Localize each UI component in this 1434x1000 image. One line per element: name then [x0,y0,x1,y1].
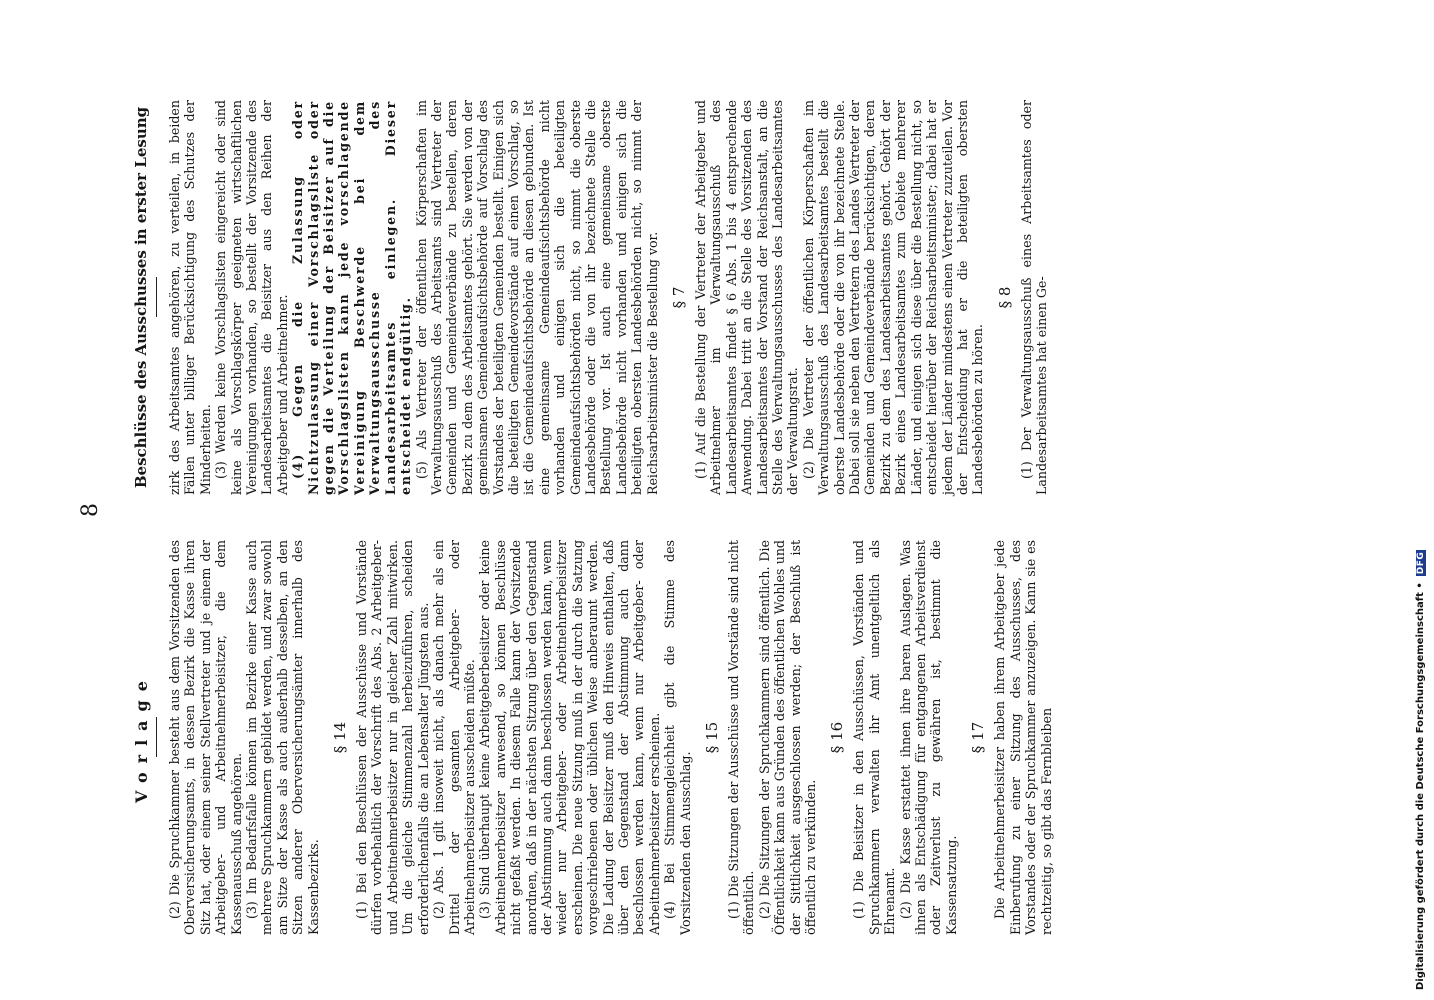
section-title-15: § 15 [703,721,721,754]
paragraph: (1) Bei den Beschlüssen der Ausschüsse und Vorstände dürfen vorbehaltlich der Vorschrift des Abs. 2 Arbeitgeber- und Arbeitnehmerbeisitzer nur in gleicher Zahl mitwirken. Um die gleiche Stimmenzahl herbeizuführen, scheiden erforderlichenfalls die an Lebensalter Jüngsten aus. [354,540,431,935]
paragraph: (4) Bei Stimmengleichheit gibt die Stimme des Vorsitzenden den Ausschlag. [662,540,693,935]
funding-note [1415,550,1426,990]
paragraph: (1) Auf die Bestellung der Vertreter der Arbeitgeber und Arbeitnehmer im Verwaltungsausschuß des Landesarbeitsamtes findet § 6 Abs. 1 bis 4 entsprechende Anwendung. Dabei tritt an die Stelle des Vorsitzenden des Landesarbeitsamtes der Vorstand der Reichsanstalt, an die Stelle des Verwaltungsausschusses des Landesarbeitsamtes der Verwaltungsrat. [693,100,801,495]
dfg-logo: DFG [1416,551,1426,575]
paragraph: (3) Sind überhaupt keine Arbeitgeberbeisitzer oder keine Arbeitnehmerbeisitzer anwesend, so können Beschlüsse nicht gefaßt werden. In diesem Falle kann der Vorsitzende anordnen, daß in der nächsten Sitzung über den Gegenstand der Abstimmung auch dann beschlossen werden kann, wenn wieder nur Arbeitgeber- oder Arbeitnehmerbeisitzer erscheinen. Die neue Sitzung muß in der durch die Satzung vorgeschriebenen oder üblichen Weise anberaumt werden. Die Ladung der Beisitzer muß den Hinweis enthalten, daß über den Gegenstand der Abstimmung auch dann beschlossen werden kann, wenn nur Arbeitgeber- oder Arbeitnehmerbeisitzer erscheinen. [477,540,662,935]
column-heading-beschluesse: Beschlüsse des Ausschusses in erster Lesung [132,106,150,489]
section-title-14: § 14 [331,721,350,754]
paragraph: (5) Als Vertreter der öffentlichen Körperschaften im Verwaltungsausschuß des Arbeitsamts sind Vertreter der Gemeinden und Gemeindeverbände zu bestellen, deren Bezirk zu dem des Arbeitsamtes gehört. Sie werden von der gemeinsamen Gemeindeaufsichtsbehörde auf Vorschlag des Vorstandes der beteiligten Gemeinden bestellt. Einigen sich die beteiligten Gemeindevorstände auf einen Vorschlag, so ist die Gemeindeaufsichtsbehörde an diesen gebunden. Ist eine gemeinsame Gemeindeaufsichtsbehörde nicht vorhanden und einigen sich die beteiligten Gemeindeaufsichtsbehörden nicht, so nimmt die oberste Landesbehörde oder die von ihr bezeichnete Stelle die Bestellung vor. Ist auch eine gemeinsame oberste Landesbehörde nicht vorhanden und einigen sich die beteiligten obersten Landesbehörden nicht, so nimmt der Reichsarbeitsminister die Bestellung vor. [413,100,660,495]
paragraph: (2) Abs. 1 gilt insoweit nicht, als danach mehr als ein Drittel der gesamten Arbeitgeber- oder Arbeitnehmerbeisitzer ausscheiden müßte. [431,540,477,935]
paragraph: Die Arbeitnehmerbeisitzer haben ihrem Arbeitgeber jede Einberufung zu einer Sitzung des Ausschusses, des Vorstandes oder der Spruchkammer anzuzeigen. Kann sie es rechtzeitig, so gibt das Fernbleiben [992,540,1054,935]
page-number: 8 [78,503,103,517]
paragraph: (1) Die Beisitzer in den Ausschüssen, Vorständen und Spruchkammern verwalten ihr Amt unentgeltlich als Ehrenamt. [851,540,898,935]
section-title-8: § 8 [995,286,1014,309]
funding-note-text: Digitalisierung gefördert durch die Deutsche Forschungsgemeinschaft • [1415,582,1426,990]
paragraph: (1) Die Sitzungen der Ausschüsse und Vorstände sind nicht öffentlich. [726,540,757,935]
paragraph: (3) Im Bedarfsfalle können im Bezirke einer Kasse auch mehrere Spruchkammern gebildet werden, und zwar sowohl am Sitze der Kasse als auch außerhalb desselben, an den Sitzen anderer Oberversicherungsämter innerhalb des Kassenbezirks. [244,540,321,935]
paragraph: zirk des Arbeitsamtes angehören, zu verteilen, in beiden Fällen unter billiger Berücksichtigung des Schutzes der Minderheiten. [167,100,213,495]
column-beschluesse [132,100,1050,495]
section-title-16: § 16 [828,721,847,754]
paragraph: (2) Die Vertreter der öffentlichen Körperschaften im Verwaltungsausschuß des Landesarbeitsamtes bestellt die oberste Landesbehörde oder die von ihr bezeichnete Stelle. Dabei soll sie neben den Vertretern des Landes Vertreter der Gemeinden und Gemeindeverbände berücksichtigen, deren Bezirk zu dem des Landesarbeitsamtes gehört. Gehört der Bezirk eines Landesarbeitsamtes zum Gebiete mehrerer Länder, und einigen sich diese über die Bestellung nicht, so entscheidet hierüber der Reichsarbeitsminister; dabei hat er jedem der Länder mindestens einen Vertreter zuzuteilen. Vor der Entscheidung hat er die beteiligten obersten Landesbehörden zu hören. [800,100,986,495]
paragraph: (2) Die Kasse erstattet ihnen ihre baren Auslagen. Was ihnen als Entschädigung für entgangenen Arbeitsverdienst oder Zeitverlust zu gewähren ist, bestimmt die Kassensatzung. [897,540,959,935]
section-title-17: § 17 [969,721,988,754]
paragraph: (3) Werden keine Vorschlagslisten eingereicht oder sind keine als Vorschlagskörper geeigneten wirtschaftlichen Vereinigungen vorhanden, so bestellt der Vorsitzende des Landesarbeitsamtes die Beisitzer aus den Reihen der Arbeitgeber und Arbeitnehmer. [213,100,290,495]
heading-rule [156,718,157,758]
paragraph: (2) Die Sitzungen der Spruchkammern sind öffentlich. Die Öffentlichkeit kann aus Gründen des öffentlichen Wohles und der Sittlichkeit ausgeschlossen werden; der Beschluß ist öffentlich zu verkünden. [756,540,819,935]
column-heading-vorlage: Vorlage [132,672,151,803]
column-vorlage [132,540,1054,935]
rotated-page [80,70,1370,950]
paragraph: (1) Der Verwaltungsausschuß eines Arbeitsamtes oder Landesarbeitsamtes hat einen Ge- [1018,100,1050,495]
paragraph: (2) Die Spruchkammer besteht aus dem Vorsitzenden des Oberversicherungsamts, in dessen Bezirk die Kasse ihren Sitz hat, oder einem seiner Stellvertreter und je einem der Arbeitgeber- und Arbeitnehmerbeisitzer, die dem Kassenausschuß angehören. [167,540,244,935]
heading-rule [156,278,157,318]
paragraph-emphasized: (4) Gegen die Zulassung oder Nichtzulassung einer Vorschlagsliste oder gegen die Verteilung der Beisitzer auf die Vorschlagslisten kann jede vorschlagende Vereinigung Beschwerde bei dem Verwaltungsausschusse des Landesarbeitsamtes einlegen. Dieser entscheidet endgültig. [290,100,414,495]
section-title-7: § 7 [670,286,688,309]
